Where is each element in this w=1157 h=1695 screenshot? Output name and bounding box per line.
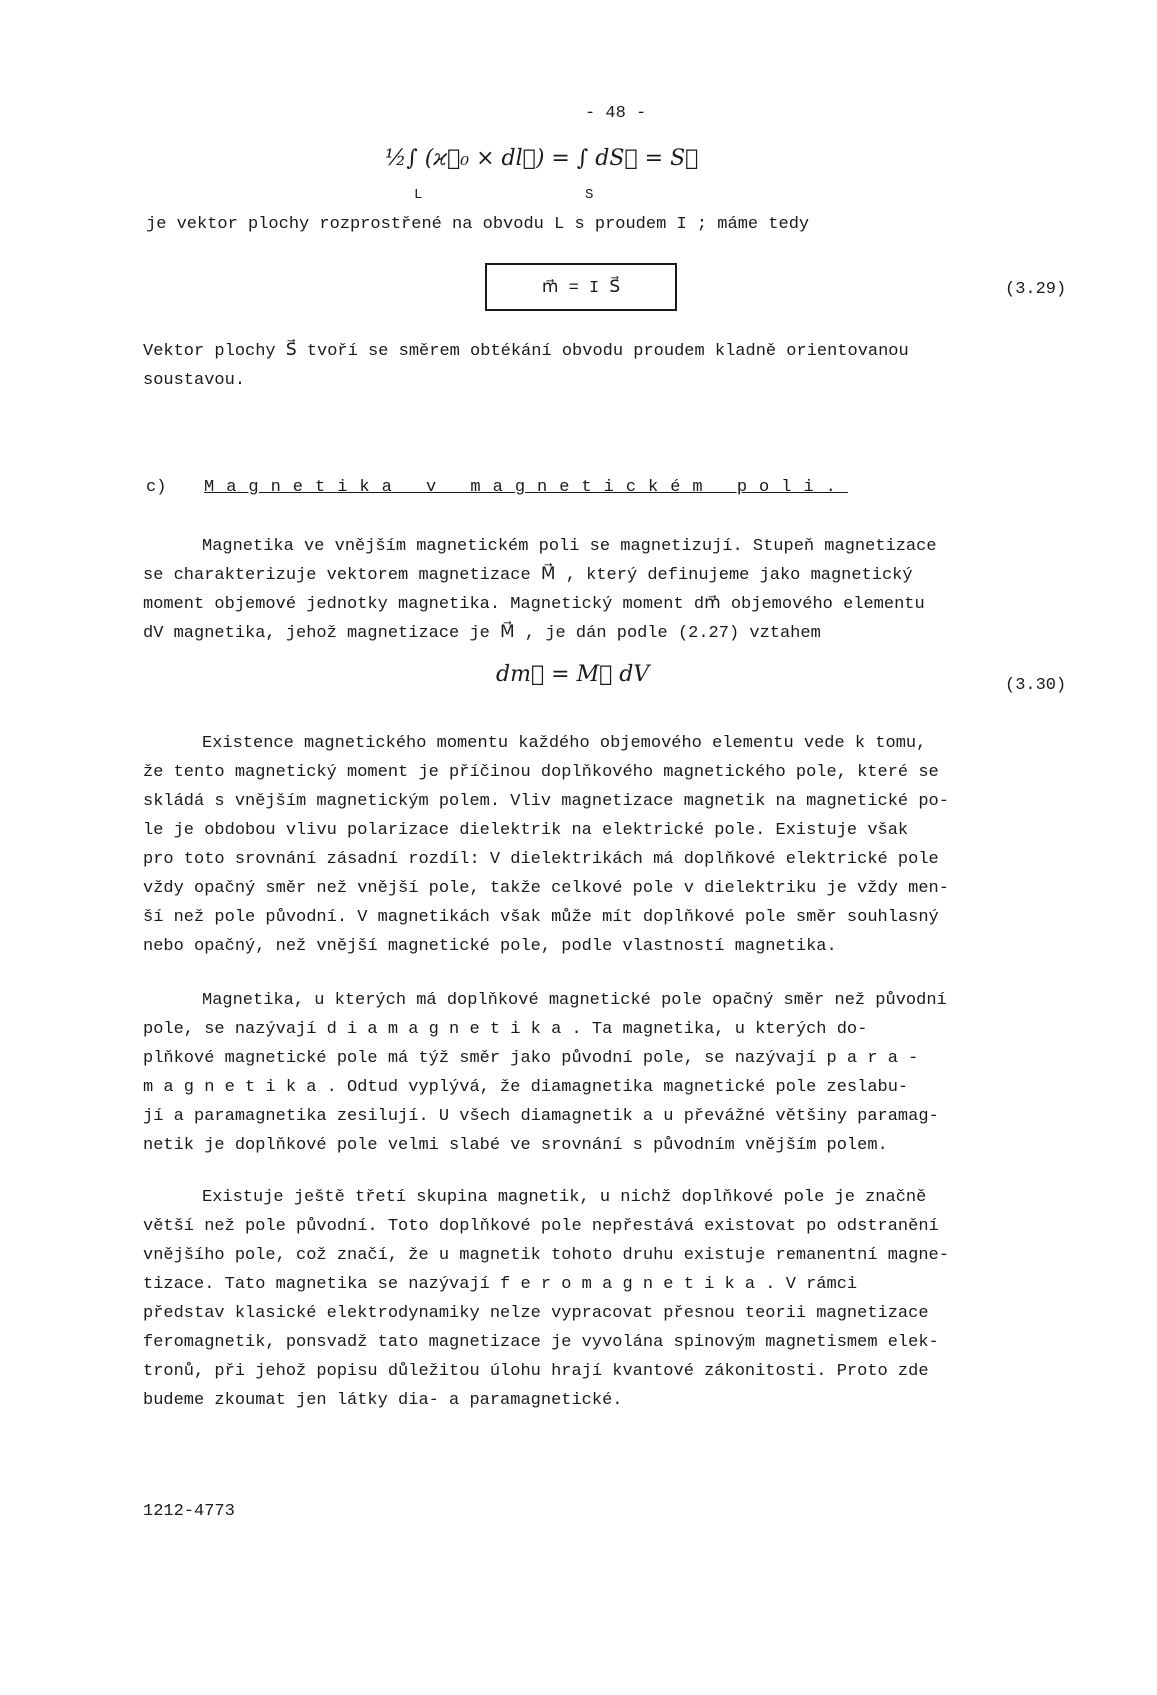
formula-limit-l: L (414, 187, 423, 203)
paragraph-additional-field: Existence magnetického momentu každého objemového elementu vede k tomu, že tento magnetický moment je příčinou doplňkového magnetického pole, které se skládá s vnějším magnetickým polem. Vliv magnetizace magnetik na magnetické po- le je obdobou vlivu polarizace dielektrik na elektrické pole. Existuje však pro toto srovnání zásadní rozdíl: V dielektrikách má doplňkové elektrické pole vždy opačný směr než vnější pole, takže celkové pole v dielektriku je vždy men- ší než pole původní. V magnetikách však může mít doplňkové pole směr souhlasný nebo opačný, než vnější magnetické pole, podle vlastností magnetika. (143, 734, 949, 956)
section-label: c) (146, 478, 167, 497)
text-line-after-formula: je vektor plochy rozprostřené na obvodu L s proudem I ; máme tedy (146, 215, 810, 234)
paragraph-dia-paramagnetics: Magnetika, u kterých má doplňkové magnetické pole opačný směr než původní pole, se nazývají d i a m a g n e t i k a . Ta magnetika, u kterých do- plňkové magnetické pole má týž směr jako původní pole, se nazývají p a r a - m a g n e t i k a . Odtud vyplývá, že diamagnetika magnetické pole zeslabu- jí a paramagnetika zesilují. U všech diamagnetik a u převážné většiny paramag- netik je doplňkové pole velmi slabé ve srovnání s původním vnějším polem. (143, 991, 947, 1155)
paragraph-ferromagnetics: Existuje ještě třetí skupina magnetik, u nichž doplňkové pole je značně větší než pole původní. Toto doplňkové pole nepřestává existovat po odstranění vnějšího pole, což značí, že u magnetik tohoto druhu existuje remanentní magne- tizace. Tato magnetika se nazývají f e r o m a g n e t i k a . V rámci představ klasické elektrodynamiky nelze vypracovat přesnou teorii magnetizace feromagnetik, ponsvadž tato magnetizace je vyvolána spinovým magnetismem elek- tronů, při jehož popisu důležitou úlohu hrají kvantové zákonitosti. Proto zde budeme zkoumat jen látky dia- a paramagnetické. (143, 1188, 949, 1410)
formula-limit-s: S (585, 187, 594, 203)
paragraph-vector-orientation: Vektor plochy S⃗ tvoří se směrem obtékání obvodu proudem kladně orientovanou soustavou. (143, 342, 909, 390)
boxed-formula-text: m⃗ = I S⃗ (541, 278, 621, 298)
equation-number-3-29: (3.29) (1005, 280, 1067, 299)
paragraph-magnetization: Magnetika ve vnějším magnetickém poli se magnetizují. Stupeň magnetizace se charakterizuje vektorem magnetizace M⃗ , který definujeme jako magnetický moment objemové jednotky magnetika. Magnetický moment dm⃗ objemového elementu dV magnetika, jehož magnetizace je M⃗ , je dán podle (2.27) vztahem (143, 537, 937, 643)
boxed-formula (485, 263, 677, 311)
formula-3-30: dm⃗ = M⃗ dV (496, 662, 650, 687)
equation-number-3-30: (3.30) (1005, 676, 1067, 695)
page-number: - 48 - (585, 104, 647, 123)
section-title: Magnetika v magnetickém poli. (204, 478, 848, 497)
formula-surface-integral: ½∫ (ϰ⃗₀ × dl⃗) = ∫ dS⃗ = S⃗ (385, 146, 699, 171)
footer-code: 1212-4773 (143, 1502, 235, 1521)
